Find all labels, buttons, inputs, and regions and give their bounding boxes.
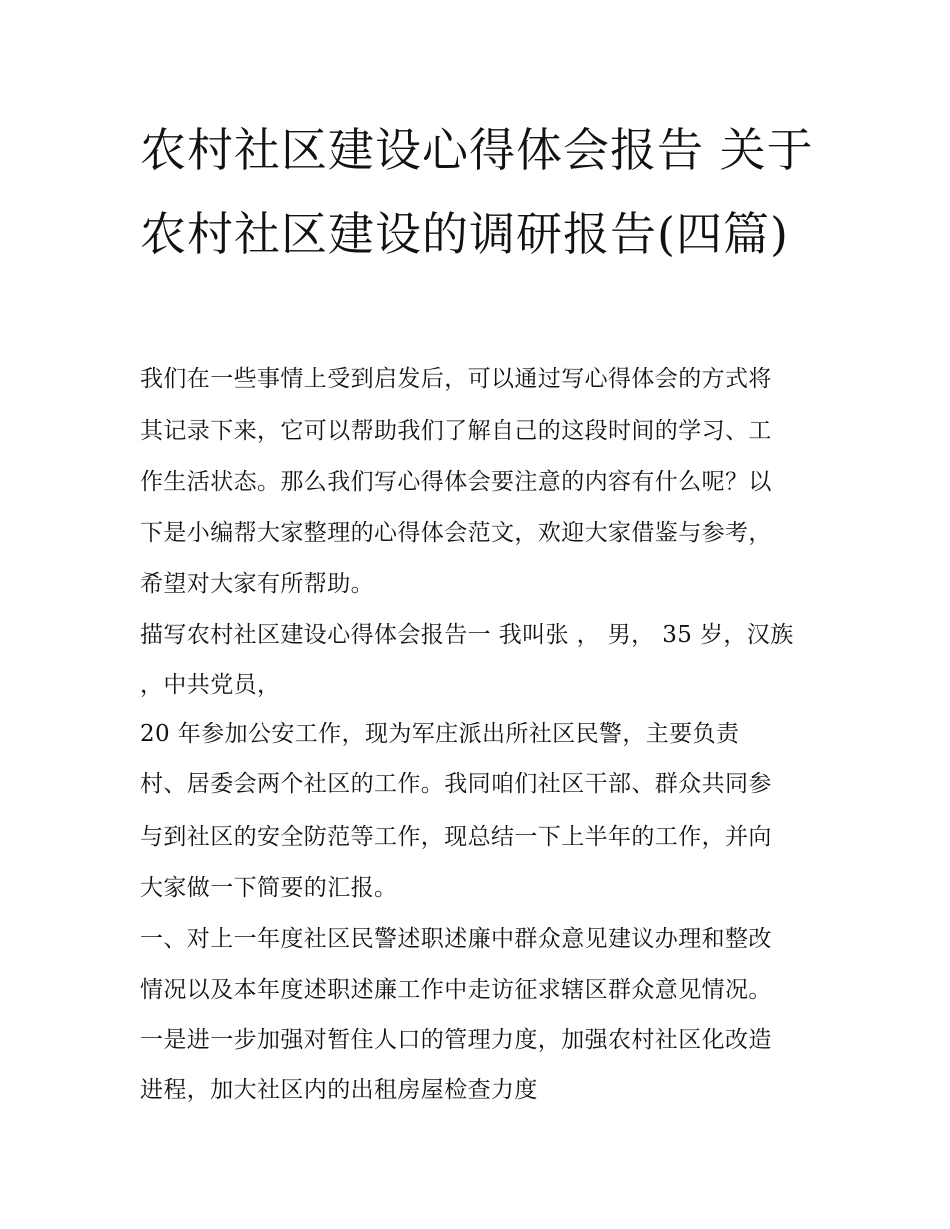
document-title: 农村社区建设心得体会报告 关于农村社区建设的调研报告(四篇) [140,123,814,261]
body-line: 大家做一下简要的汇报。 [140,875,398,901]
body-line: 进程，加大社区内的出租房屋检查力度 [140,1077,538,1103]
body-line: 一、对上一年度社区民警述职述廉中群众意见建议办理和整改 [140,926,772,952]
body-line: 一是进一步加强对暂住人口的管理力度，加强农村社区化改造 [140,1027,772,1053]
body-line: 作生活状态。那么我们写心得体会要注意的内容有什么呢？以 [140,469,772,495]
body-line: 其记录下来，它可以帮助我们了解自己的这段时间的学习、工 [140,418,772,444]
body-line: 20 年参加公安工作，现为军庄派出所社区民警，主要负责 [140,721,740,747]
body-line: 描写农村社区建设心得体会报告一 我叫张 ， 男， 35 岁，汉族 [140,622,794,648]
body-line: 情况以及本年度述职述廉工作中走访征求辖区群众意见情况。 [140,977,772,1003]
body-line: 我们在一些事情上受到启发后，可以通过写心得体会的方式将 [140,366,772,392]
body-line: 与到社区的安全防范等工作，现总结一下上半年的工作，并向 [140,824,772,850]
body-line: 村、居委会两个社区的工作。我同咱们社区干部、群众共同参 [140,771,772,797]
body-line: ，中共党员， [140,672,281,698]
body-line: 希望对大家有所帮助。 [140,571,374,597]
body-line: 下是小编帮大家整理的心得体会范文，欢迎大家借鉴与参考， [140,520,772,546]
